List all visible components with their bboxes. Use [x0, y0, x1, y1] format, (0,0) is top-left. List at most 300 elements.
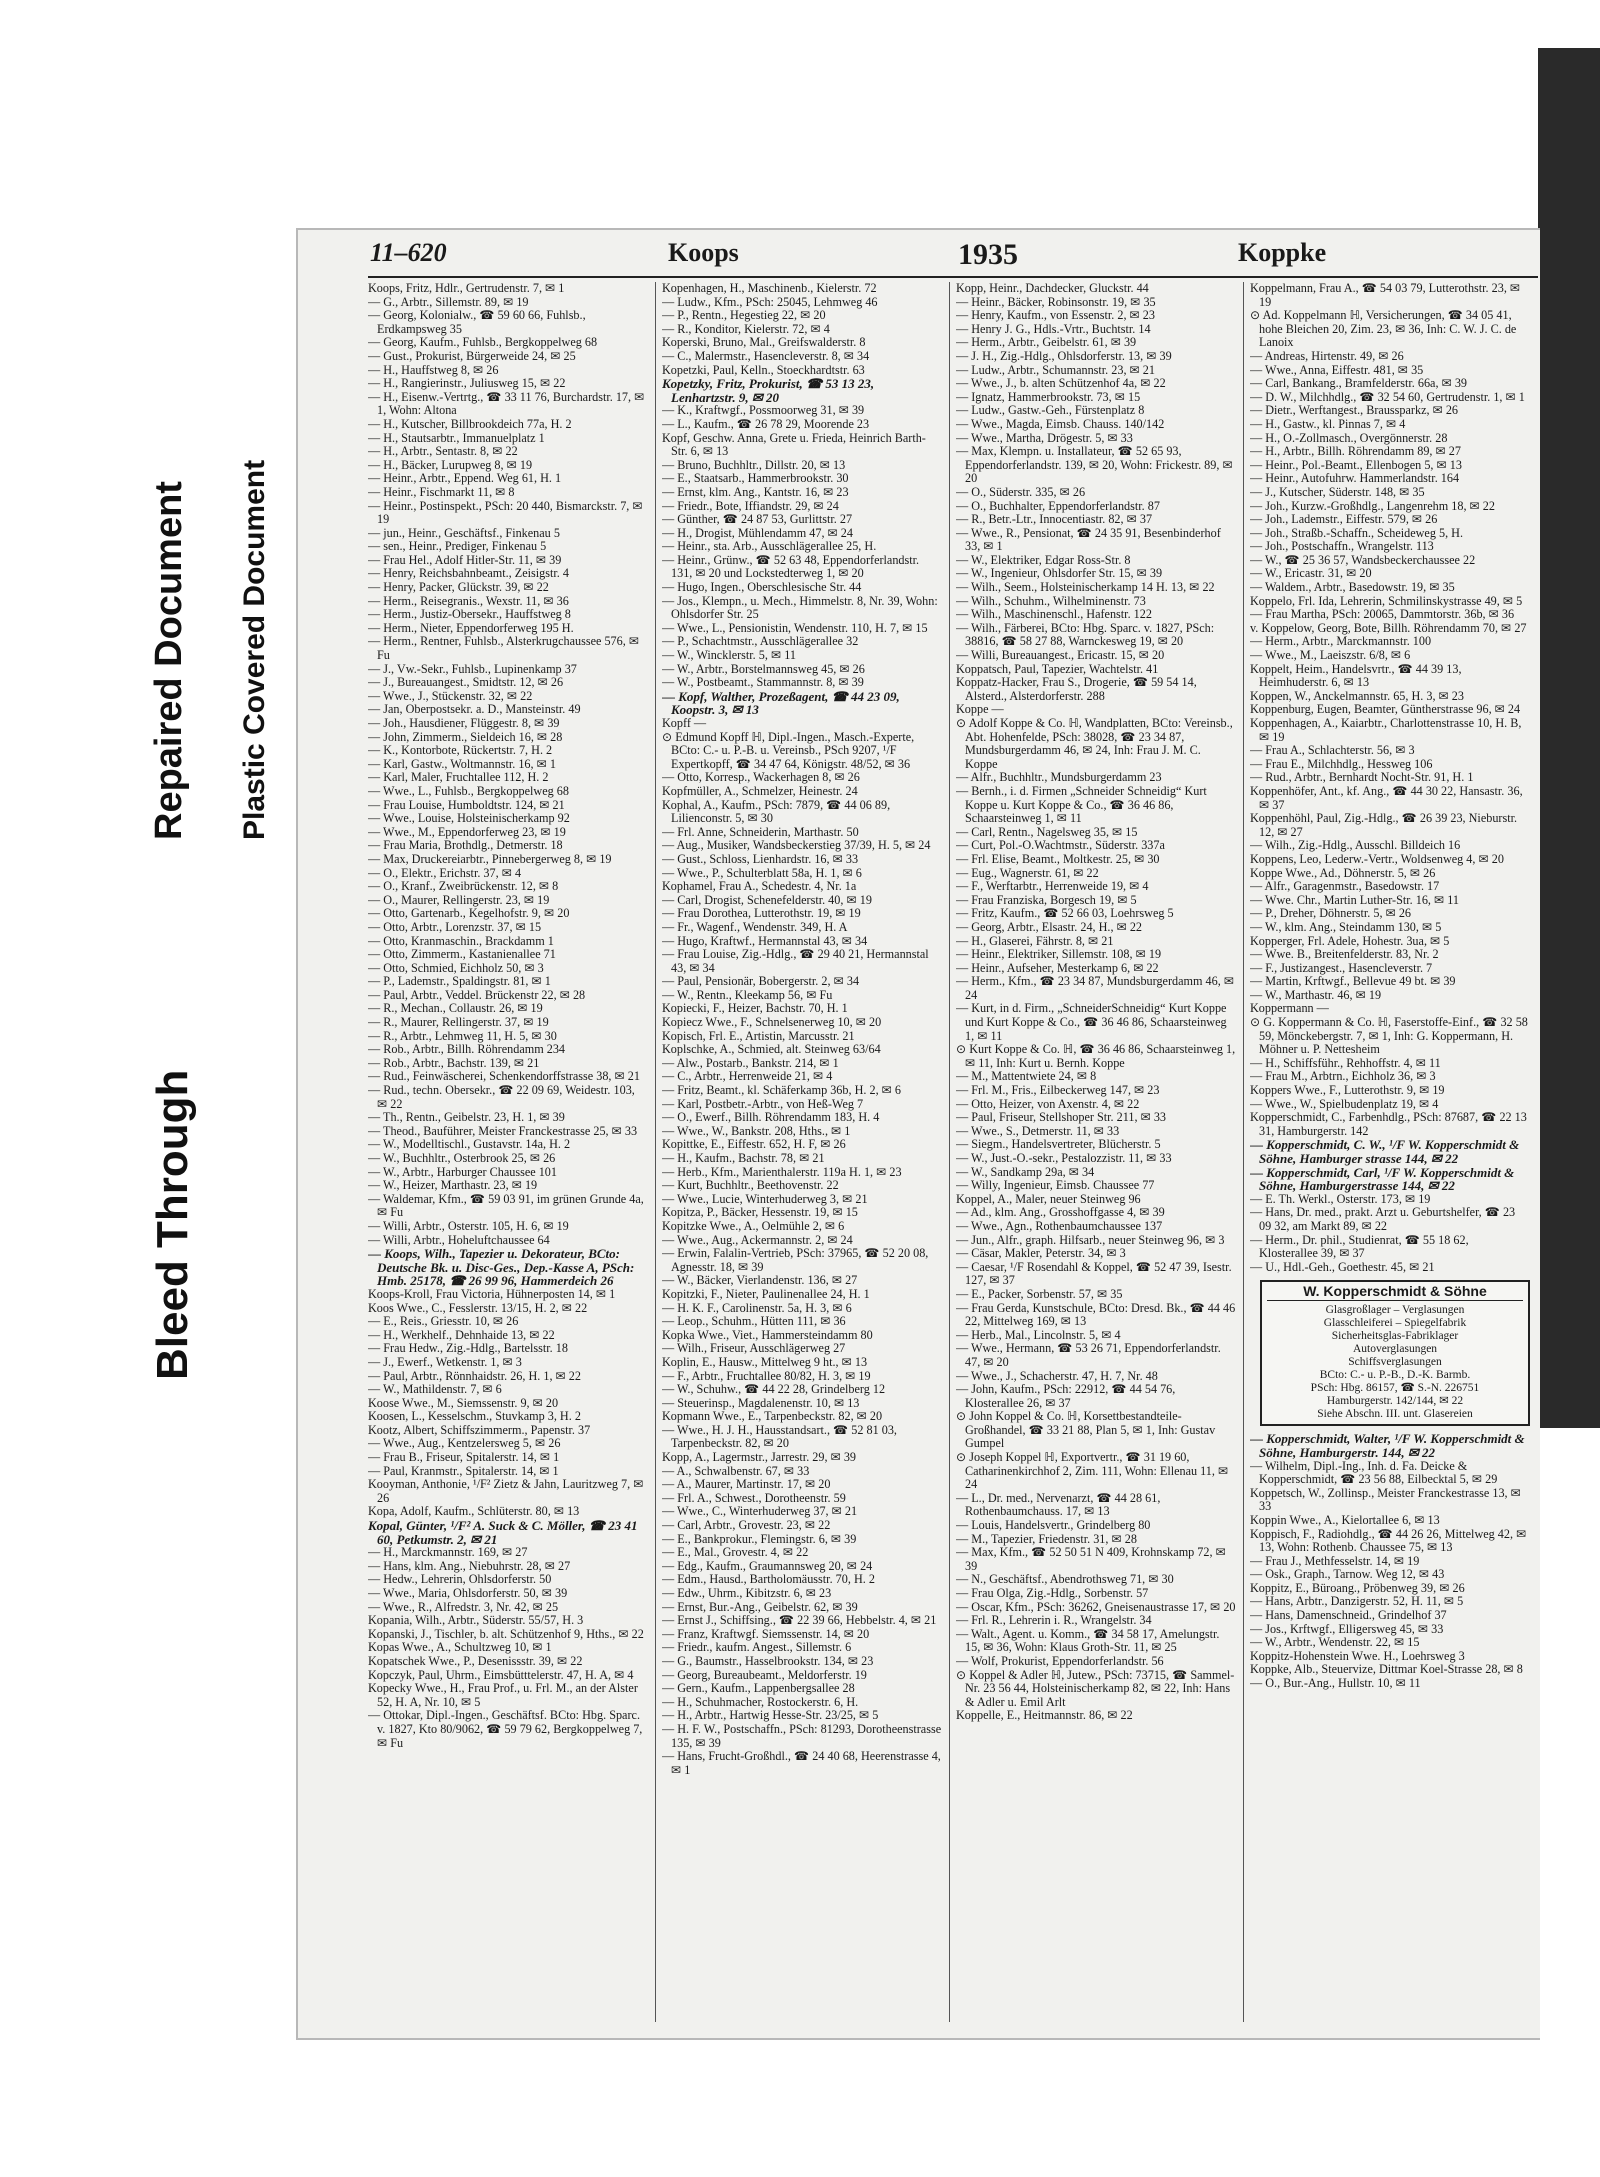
directory-entry: — Ludw., Arbtr., Schumannstr. 23, ✉ 21 — [956, 362, 1155, 377]
directory-entry: — E., Mal., Grovestr. 4, ✉ 22 — [662, 1545, 809, 1560]
directory-entry: Kootz, Albert, Schiffszimmerm., Papenstr. 37 — [368, 1422, 591, 1437]
directory-entry: — Bruno, Buchhltr., Dillstr. 20, ✉ 13 — [662, 457, 846, 472]
directory-entry: — Ignatz, Hammerbrookstr. 73, ✉ 15 — [956, 389, 1141, 404]
directory-entry: — Gust., Schloss, Lienhardstr. 16, ✉ 33 — [662, 851, 859, 866]
directory-entry: — Erwin, Falalin-Vertrieb, PSch: 37965, ☎ 52 20 08, Agnesstr. 18, ✉ 39 — [662, 1246, 929, 1274]
directory-entry: — Caesar, ¹/F Rosendahl & Koppel, ☎ 52 47 39, Isestr. 127, ✉ 37 — [956, 1259, 1232, 1288]
directory-entry: — H., Kutscher, Billbrookdeich 77a, H. 2 — [368, 416, 572, 431]
directory-entry: — G., Baumstr., Hasselbrookstr. 134, ✉ 23 — [662, 1653, 874, 1668]
directory-entry: — Wwe., R., Pensionat, ☎ 24 35 91, Besenbinderhof 33, ✉ 1 — [956, 525, 1221, 554]
directory-entry: Koops-Kroll, Frau Victoria, Hühnerposten 14, ✉ 1 — [368, 1286, 616, 1301]
directory-entry: — Heinr., Elektriker, Sillemstr. 108, ✉ 19 — [956, 947, 1162, 962]
directory-entry: Koppitz-Hohenstein Wwe. H., Loehrsweg 3 — [1250, 1648, 1465, 1663]
directory-entry: Koosen, L., Kesselschm., Stuvkamp 3, H. 2 — [368, 1409, 581, 1424]
directory-entry: Koppelt, Heim., Handelsvrtr., ☎ 44 39 13, Heimhuderstr. 6, ✉ 13 — [1250, 661, 1462, 690]
directory-entry: Koppenhagen, A., Kaiarbtr., Charlottenstrasse 10, H. B, ✉ 19 — [1250, 716, 1522, 744]
directory-entry: — Edw., Uhrm., Kibitzstr. 6, ✉ 23 — [662, 1586, 832, 1600]
directory-entry: Koppke, Alb., Steuervize, Dittmar Koel-Strasse 28, ✉ 8 — [1250, 1662, 1523, 1677]
directory-entry: — Kurt, Buchhltr., Beethovenstr. 22 — [662, 1178, 839, 1193]
directory-entry: — P., Dreher, Döhnerstr. 5, ✉ 26 — [1250, 906, 1412, 921]
directory-entry: — Wwe., H. J. H., Hausstandsart., ☎ 52 81 03, Tarpenbeckstr. 82, ✉ 20 — [662, 1422, 897, 1451]
directory-entry: — Heinr., Postinspekt., PSch: 20 440, Bismarckstr. 7, ✉ 19 — [368, 498, 643, 527]
ad-line: Autoverglasungen — [1352, 1343, 1438, 1356]
directory-entry: Kopa, Adolf, Kaufm., Schlüterstr. 80, ✉ 13 — [368, 1504, 580, 1519]
directory-entry: — Wwe., Aug., Ackermannstr. 2, ✉ 24 — [662, 1232, 853, 1247]
directory-entry: — H., Arbtr., Sentastr. 8, ✉ 22 — [368, 444, 518, 459]
directory-entry: — Jos., Klempn., u. Mech., Himmelstr. 8, Nr. 39, Wohn: Ohlsdorfer Str. 25 — [662, 593, 938, 622]
directory-entry: — W., Mathildenstr. 7, ✉ 6 — [368, 1382, 502, 1397]
directory-entry: — Herm., Arbtr., Marckmannstr. 100 — [1250, 634, 1432, 649]
directory-entry: — Henry, Reichsbahnbeamt., Zeisigstr. 4 — [368, 566, 569, 581]
directory-entry: — Ernst, klm. Ang., Kantstr. 16, ✉ 23 — [662, 484, 849, 499]
directory-entry: — Herm., Arbtr., Geibelstr. 61, ✉ 39 — [956, 335, 1137, 350]
directory-entry: — Hans, Arbtr., Danzigerstr. 52, H. 11, ✉ 5 — [1250, 1594, 1464, 1609]
directory-entry: Kooyman, Anthonie, ¹/F² Zietz & Jahn, Lauritzweg 7, ✉ 26 — [368, 1477, 644, 1505]
directory-entry: — W., Heizer, Marthastr. 23, ✉ 19 — [368, 1178, 538, 1193]
ad-line: Glasgroßlager – Verglasungen — [1325, 1304, 1465, 1317]
header-year: 1935 — [958, 238, 1018, 271]
directory-entry: — H., O.-Zollmasch., Overgönnerstr. 28 — [1250, 430, 1448, 445]
directory-entry: Kopecky Wwe., H., Frau Prof., u. Frl. M., an der Alster 52, H. A, Nr. 10, ✉ 5 — [368, 1681, 638, 1709]
directory-entry: — W., Arbtr., Wendenstr. 22, ✉ 15 — [1250, 1635, 1420, 1650]
directory-entry: v. Koppelow, Georg, Bote, Billh. Röhrendamm 70, ✉ 27 — [1250, 620, 1527, 635]
ad-line: Glasschleiferei – Spiegelfabrik — [1323, 1317, 1467, 1330]
directory-entry: Kopatschek Wwe., P., Desenissstr. 39, ✉ 22 — [368, 1653, 583, 1668]
directory-entry: — A., Maurer, Martinstr. 17, ✉ 20 — [662, 1477, 831, 1492]
directory-entry: — L., Kaufm., ☎ 26 78 29, Moorende 23 — [662, 416, 870, 431]
directory-entry: — R., Konditor, Kielerstr. 72, ✉ 4 — [662, 321, 830, 336]
directory-entry: — Frau B., Friseur, Spitalerstr. 14, ✉ 1 — [368, 1450, 560, 1465]
directory-entry: — H. K. F., Carolinenstr. 5a, H. 3, ✉ 6 — [662, 1300, 852, 1315]
directory-entry: — O., Ewerf., Billh. Röhrendamm 183, H. 4 — [662, 1110, 880, 1125]
directory-entry: — Alfr., Garagenmstr., Basedowstr. 17 — [1250, 879, 1440, 894]
directory-entry: Koppetsch, W., Zollinsp., Meister Franckestrasse 13, ✉ 33 — [1250, 1485, 1521, 1514]
directory-entry: — Kopperschmidt, Carl, ¹/F W. Kopperschmidt & Söhne, Hamburgerstrasse 144, ✉ 22 — [1250, 1164, 1515, 1194]
directory-entry: — W., Just.-O.-sekr., Pestalozzistr. 11, ✉ 33 — [956, 1151, 1172, 1165]
directory-entry: — Max, Klempn. u. Installateur, ☎ 52 65 93, Eppendorferlandstr. 139, ✉ 20, Wohn: Frickestr. 89, ✉ 20 — [956, 444, 1233, 486]
directory-entry: — F., Justizangest., Hasencleverstr. 7 — [1250, 960, 1433, 975]
directory-entry: — H., Marckmannstr. 169, ✉ 27 — [368, 1545, 528, 1560]
directory-entry: — Wwe., Martha, Drögestr. 5, ✉ 33 — [956, 430, 1133, 445]
column-4-entries-cont — [1250, 1432, 1530, 1690]
directory-entry: — J., Vw.-Sekr., Fuhlsb., Lupinenkamp 37 — [368, 661, 577, 676]
directory-entry: — Carl, Rentn., Nagelsweg 35, ✉ 15 — [956, 824, 1138, 839]
directory-entry: — Frau M., Arbtrn., Eichholz 36, ✉ 3 — [1250, 1069, 1436, 1084]
directory-entry: — Louis, Handelsvertr., Grindelberg 80 — [956, 1518, 1151, 1533]
directory-entry: — Wolf, Prokurist, Eppendorferlandstr. 56 — [956, 1653, 1164, 1668]
directory-entry: — H. F. W., Postschaffn., PSch: 81293, Dorotheenstrasse 135, ✉ 39 — [662, 1721, 942, 1750]
directory-entry: — W., Elektriker, Edgar Ross-Str. 8 — [956, 552, 1131, 567]
side-labels — [130, 370, 320, 1380]
directory-entry: — Rud., Arbtr., Bernhardt Nocht-Str. 91, H. 1 — [1250, 770, 1474, 785]
directory-entry: Koppatz-Hacker, Frau S., Drogerie, ☎ 59 54 14, Alsterd., Alsterdorferstr. 288 — [956, 675, 1197, 703]
directory-entry: Koops, Fritz, Hdlr., Gertrudenstr. 7, ✉ 1 — [368, 282, 565, 295]
directory-entry: — Friedr., kaufm. Angest., Sillemstr. 6 — [662, 1640, 852, 1655]
directory-entry: — Edm., Hausd., Bartholomäusstr. 70, H. 2 — [662, 1572, 875, 1587]
directory-entry: — Wwe., Magda, Eimsb. Chauss. 140/142 — [956, 416, 1165, 431]
directory-entry: — Wilh., Zig.-Hdlg., Ausschl. Billdeich 16 — [1250, 838, 1461, 853]
directory-entry: — R., Betr.-Ltr., Innocentiastr. 82, ✉ 37 — [956, 512, 1153, 527]
directory-entry: Kopitzki, F., Nieter, Paulinenallee 24, H. 1 — [662, 1286, 870, 1301]
directory-entry: — Otto, Arbtr., Lorenzstr. 37, ✉ 15 — [368, 919, 542, 934]
directory-entry: Kopal, Günter, ¹/F² A. Suck & C. Möller, ☎ 23 41 60, Petkumstr. 2, ✉ 21 — [368, 1518, 638, 1547]
directory-entry: — sen., Heinr., Prediger, Finkenau 5 — [368, 539, 547, 554]
directory-entry: Kopiecki, F., Heizer, Bachstr. 70, H. 1 — [662, 1001, 848, 1016]
directory-entry: — Herm., Reisegranis., Wexstr. 11, ✉ 36 — [368, 593, 569, 608]
directory-entry: — Ottokar, Dipl.-Ingen., Geschäftsf. BCto: Hbg. Sparc. v. 1827, Kto 80/9062, ☎ 59 79 62, Bergkoppelweg 7, ✉ Fu — [368, 1708, 643, 1750]
directory-entry: — Günther, ☎ 24 87 53, Gurlittstr. 27 — [662, 512, 853, 527]
directory-entry: Koppenhöhl, Paul, Zig.-Hdlg., ☎ 26 39 23, Nieburstr. 12, ✉ 27 — [1250, 811, 1518, 839]
directory-entry: — Wwe., M., Laeiszstr. 6/8, ✉ 6 — [1250, 648, 1411, 663]
column-divider — [949, 282, 950, 2022]
directory-entry: — Wwe., M., Eppendorferweg 23, ✉ 19 — [368, 824, 566, 839]
directory-entry: — Wilhelm, Dipl.-Ing., Inh. d. Fa. Deicke & Kopperschmidt, ☎ 23 56 88, Eilbecktal 5, ✉ 29 — [1250, 1458, 1498, 1487]
directory-entry: Kopetzki, Paul, Kelln., Stoeckhardtstr. 63 — [662, 362, 865, 377]
directory-entry: — Fr., Wagenf., Wendenstr. 349, H. A — [662, 919, 848, 934]
column-4 — [1250, 282, 1530, 2022]
directory-entry: Koppe Wwe., Ad., Döhnerstr. 5, ✉ 26 — [1250, 865, 1436, 880]
directory-entry: — O., Elektr., Erichstr. 37, ✉ 4 — [368, 865, 522, 880]
directory-entry: — D. W., Milchhdlg., ☎ 32 54 60, Gertrudenstr. 1, ✉ 1 — [1250, 389, 1525, 404]
directory-entry: — Henry, Packer, Glückstr. 39, ✉ 22 — [368, 580, 549, 595]
directory-entry: — Wwe., Hermann, ☎ 53 26 71, Eppendorferlandstr. 47, ✉ 20 — [956, 1341, 1221, 1369]
directory-entry: — Wwe., Louise, Holsteinischerkamp 92 — [368, 811, 570, 826]
directory-entry: — J., Ewerf., Wetkenstr. 1, ✉ 3 — [368, 1354, 522, 1369]
directory-entry: — Karl, Maler, Fruchtallee 112, H. 2 — [368, 770, 549, 785]
directory-entry: — Edg., Kaufm., Graumannsweg 20, ✉ 24 — [662, 1558, 873, 1573]
directory-entry: ⊙ Ad. Koppelmann ℍ, Versicherungen, ☎ 34 05 41, hohe Bleichen 20, Zim. 23, ✉ 36, Inh: C. W. J. C. de Lanoix — [1250, 308, 1517, 350]
directory-entry: — Heinr., Autofuhrw. Hammerlandstr. 164 — [1250, 471, 1460, 486]
directory-entry: — O., Süderstr. 335, ✉ 26 — [956, 484, 1086, 499]
directory-entry: Kopisch, Frl. E., Artistin, Marcusstr. 21 — [662, 1028, 855, 1043]
directory-entry: — John, Zimmerm., Sieldeich 16, ✉ 28 — [368, 729, 563, 744]
directory-entry: — Otto, Heizer, von Axenstr. 4, ✉ 22 — [956, 1096, 1140, 1111]
directory-entry: Koppitz, E., Büroang., Pröbenweg 39, ✉ 26 — [1250, 1580, 1465, 1595]
directory-entry: — W., Sandkamp 29a, ✉ 34 — [956, 1164, 1095, 1179]
directory-entry: Kopka Wwe., Viet., Hammersteindamm 80 — [662, 1327, 873, 1342]
directory-entry: Koppelle, E., Heitmannstr. 86, ✉ 22 — [956, 1708, 1133, 1723]
directory-entry: — Otto, Zimmerm., Kastanienallee 71 — [368, 947, 556, 962]
directory-entry: — Ludw., Gastw.-Geh., Fürstenplatz 8 — [956, 403, 1145, 418]
directory-entry: — Rud., Feinwäscherei, Schenkendorffstrasse 38, ✉ 21 — [368, 1069, 640, 1084]
directory-entry: Koppin Wwe., A., Kielortallee 6, ✉ 13 — [1250, 1512, 1440, 1527]
ad-line: Schiffsverglasungen — [1348, 1356, 1442, 1369]
directory-entry: — Wwe., R., Alfredstr. 3, Nr. 42, ✉ 25 — [368, 1599, 559, 1614]
directory-entry: Koos Wwe., C., Fesslerstr. 13/15, H. 2, ✉ 22 — [368, 1300, 588, 1315]
label-plastic-covered: Plastic Covered Document — [238, 459, 271, 840]
directory-entry: — John, Kaufm., PSch: 22912, ☎ 44 54 76, Klosterallee 26, ✉ 37 — [956, 1382, 1176, 1410]
column-divider — [1243, 282, 1244, 2022]
directory-entry: ⊙ Joseph Koppel ℍ, Exportvertr., ☎ 31 19 60, Catharinenkirchhof 2, Zim. 111, Wohn: Ellenau 11, ✉ 24 — [956, 1450, 1229, 1492]
directory-entry: — Wwe. B., Breitenfelderstr. 83, Nr. 2 — [1250, 947, 1439, 962]
directory-entry: — N., Geschäftsf., Abendrothsweg 71, ✉ 30 — [956, 1572, 1174, 1587]
directory-entry: — Heinr., sta. Arb., Ausschlägerallee 25, H. — [662, 539, 877, 554]
directory-entry: — Joh., Straßb.-Schaffn., Scheideweg 5, H. — [1250, 525, 1464, 540]
directory-entry: Koppatsch, Paul, Tapezier, Wachtelstr. 41 — [956, 661, 1159, 676]
directory-entry: — W., Modelltischl., Gustavstr. 14a, H. 2 — [368, 1137, 571, 1152]
directory-entry: — Wwe., C., Winterhuderweg 37, ✉ 21 — [662, 1504, 858, 1519]
directory-entry: Kophal, A., Kaufm., PSch: 7879, ☎ 44 06 89, Lilienconstr. 5, ✉ 30 — [662, 797, 891, 826]
directory-entry: Koppe — — [956, 702, 1004, 717]
directory-entry: — W., Rentn., Kleekamp 56, ✉ Fu — [662, 987, 833, 1002]
directory-entry: — G., Arbtr., Sillemstr. 89, ✉ 19 — [368, 294, 529, 309]
directory-entry: — Gust., Prokurist, Bürgerweide 24, ✉ 25 — [368, 348, 576, 363]
directory-entry: — Frau Gerda, Kunstschule, BCto: Dresd. Bk., ☎ 44 46 22, Mittelweg 169, ✉ 13 — [956, 1300, 1236, 1329]
directory-entry: — Waldemar, Kfm., ☎ 59 03 91, im grünen Grunde 4a, ✉ Fu — [368, 1191, 644, 1220]
directory-entry: — Otto, Kranmaschin., Brackdamm 1 — [368, 933, 554, 948]
directory-entry: — U., Hdl.-Geh., Goethestr. 45, ✉ 21 — [1250, 1259, 1435, 1274]
directory-entry: — Georg, Arbtr., Elsastr. 24, H., ✉ 22 — [956, 919, 1143, 934]
directory-entry: Kopitza, P., Bäcker, Hessenstr. 19, ✉ 15 — [662, 1205, 858, 1220]
directory-entry: — Martin, Krftwgf., Bellevue 49 bt. ✉ 39 — [1250, 974, 1456, 989]
directory-entry: — Franz, Kraftwgf. Siemssenstr. 14, ✉ 20 — [662, 1626, 870, 1641]
directory-entry: — Wilh., Seem., Holsteinischerkamp 14 H. 13, ✉ 22 — [956, 580, 1215, 595]
directory-entry: — W., Schuhw., ☎ 44 22 28, Grindelberg 12 — [662, 1382, 886, 1397]
directory-entry: Koplin, E., Hausw., Mittelweg 9 ht., ✉ 13 — [662, 1354, 868, 1369]
directory-entry: — Joh., Lademstr., Eiffestr. 579, ✉ 26 — [1250, 512, 1438, 527]
directory-entry: — H., Glaserei, Fährstr. 8, ✉ 21 — [956, 933, 1114, 948]
directory-entry: — Ad., klm. Ang., Grosshoffgasse 4, ✉ 39 — [956, 1205, 1165, 1220]
directory-entry: — Hans, Damenschneid., Grindelhof 37 — [1250, 1608, 1447, 1623]
directory-entry: — Kopf, Walther, Prozeßagent, ☎ 44 23 09, Koopstr. 3, ✉ 13 — [662, 688, 900, 718]
directory-entry: — Friedr., Bote, Iffiandstr. 29, ✉ 24 — [662, 498, 839, 513]
directory-entry: Koppens, Leo, Lederw.-Vertr., Woldsenweg 4, ✉ 20 — [1250, 851, 1504, 866]
directory-entry: — J., Bureauangest., Smidtstr. 12, ✉ 26 — [368, 675, 564, 690]
directory-entry: — Wwe., P., Schulterblatt 58a, H. 1, ✉ 6 — [662, 865, 862, 880]
directory-entry: — Joh., Kurzw.-Großhdlg., Langenrehm 18, ✉ 22 — [1250, 498, 1495, 513]
directory-entry: — Theod., Bauführer, Meister Franckestrasse 25, ✉ 33 — [368, 1123, 638, 1138]
directory-entry: — P., Lademstr., Spaldingstr. 81, ✉ 1 — [368, 974, 551, 989]
directory-entry: — Wwe., L., Pensionistin, Wendenstr. 110, H. 7, ✉ 15 — [662, 620, 928, 635]
directory-entry: — Paul, Friseur, Stellshoper Str. 211, ✉ 33 — [956, 1110, 1167, 1125]
directory-entry: — Wilh., Maschinenschl., Hafenstr. 122 — [956, 607, 1152, 622]
scanner-edge-strip — [1538, 48, 1600, 1428]
directory-entry: Kopenhagen, H., Maschinenb., Kielerstr. 72 — [662, 282, 877, 295]
directory-entry: Kopitzke Wwe., A., Oelmühle 2, ✉ 6 — [662, 1218, 845, 1233]
directory-entry: — Herm., Nieter, Eppendorferweg 195 H. — [368, 620, 574, 635]
directory-entry: Koose Wwe., M., Siemssenstr. 9, ✉ 20 — [368, 1395, 559, 1410]
directory-entry: — L., Dr. med., Nervenarzt, ☎ 44 28 61, Rothenbaumchauss. 17, ✉ 13 — [956, 1490, 1161, 1519]
directory-entry: — Bernh., i. d. Firmen „Schneider Schneidig“ Kurt Koppe u. Kurt Koppe & Co., ☎ 36 46 86, Schaarsteinweg 1, ✉ 11 — [956, 783, 1207, 826]
directory-entry: — Herb., Mal., Lincolnstr. 5, ✉ 4 — [956, 1327, 1121, 1342]
directory-entry: — Willi, Bureauangest., Ericastr. 15, ✉ 20 — [956, 648, 1165, 663]
directory-entry: — Herb., Kfm., Marienthalerstr. 119a H. 1, ✉ 23 — [662, 1164, 902, 1179]
directory-entry: ⊙ Edmund Kopff ℍ, Dipl.-Ingen., Masch.-Experte, BCto: C.- u. P.-B. u. Vereinsb., PSch 9207, ¹/F Expertkopff, ☎ 34 47 64, Königstr. 48/52, ✉ 36 — [662, 729, 915, 771]
directory-entry: — E. Th. Werkl., Osterstr. 173, ✉ 19 — [1250, 1191, 1431, 1206]
directory-entry: — Gern., Kaufm., Lappenbergsallee 28 — [662, 1681, 855, 1696]
directory-entry: — Willy, Ingenieur, Eimsb. Chaussee 77 — [956, 1178, 1155, 1193]
directory-entry: — Paul, Kranmstr., Spitalerstr. 14, ✉ 1 — [368, 1463, 559, 1478]
directory-entry: — Wilh., Friseur, Ausschlägerweg 27 — [662, 1341, 846, 1356]
directory-entry: — E., Reis., Griesstr. 10, ✉ 26 — [368, 1314, 519, 1329]
directory-entry: — F., Werftarbtr., Herrenweide 19, ✉ 4 — [956, 879, 1149, 894]
directory-entry: Kopania, Wilh., Arbtr., Süderstr. 55/57, H. 3 — [368, 1613, 584, 1628]
directory-entry: — Ernst J., Schiffsing., ☎ 22 39 66, Hebbelstr. 4, ✉ 21 — [662, 1613, 937, 1628]
directory-entry: — Jan, Oberpostsekr. a. D., Mansteinstr. 49 — [368, 702, 581, 717]
directory-entry: — P., Schachtmstr., Ausschlägerallee 32 — [662, 634, 859, 649]
directory-entry: — Paul, Pensionär, Bobergerstr. 2, ✉ 34 — [662, 974, 860, 989]
directory-entry: — O., Buchhalter, Eppendorferlandstr. 87 — [956, 498, 1160, 513]
directory-entry: — Wwe., W., Spielbudenplatz 19, ✉ 4 — [1250, 1096, 1439, 1111]
ad-lines — [1267, 1304, 1523, 1421]
directory-entry: — W., Ingenieur, Ohlsdorfer Str. 15, ✉ 39 — [956, 566, 1163, 581]
directory-entry: — W., Bäcker, Vierlandenstr. 136, ✉ 27 — [662, 1273, 858, 1288]
ad-line: Siehe Abschn. III. unt. Glasereien — [1317, 1408, 1473, 1421]
directory-entry: — Siegm., Handelsvertreter, Blücherstr. 5 — [956, 1137, 1161, 1152]
directory-entry: — W., klm. Ang., Steindamm 130, ✉ 5 — [1250, 919, 1442, 934]
directory-entry: Kopanski, J., Tischler, b. alt. Schützenhof 9, Hths., ✉ 22 — [368, 1626, 644, 1641]
directory-entry: — Kopperschmidt, C. W., ¹/F W. Kopperschmidt & Söhne, Hamburger strasse 144, ✉ 22 — [1250, 1137, 1520, 1166]
ad-line: Hamburgerstr. 142/144, ✉ 22 — [1326, 1395, 1464, 1408]
directory-entry: — Kurt, in d. Firm., „SchneiderSchneidig“ Kurt Koppe und Kurt Koppe & Co., ☎ 36 46 86, Schaarsteinweg 1, ✉ 11 — [956, 1001, 1227, 1043]
directory-entry: — H., Schiffsführ., Rehhoffstr. 4, ✉ 11 — [1250, 1055, 1441, 1070]
directory-entry: — A., Schwalbenstr. 67, ✉ 33 — [662, 1463, 810, 1478]
directory-entry: — R., Arbtr., Lehmweg 11, H. 5, ✉ 30 — [368, 1028, 557, 1043]
directory-entry: — H., Eisenw.-Vertrtg., ☎ 33 11 76, Burchardstr. 17, ✉ 1, Wohn: Altona — [368, 389, 645, 418]
directory-entry: — Wwe., L., Fuhlsb., Bergkoppelweg 68 — [368, 783, 569, 798]
directory-entry: Koppenburg, Eugen, Beamter, Güntherstrasse 96, ✉ 24 — [1250, 702, 1521, 717]
directory-entry: — Hedw., Lehrerin, Ohlsdorferstr. 50 — [368, 1572, 552, 1587]
directory-entry: — Frau Louise, Zig.-Hdlg., ☎ 29 40 21, Hermannstal 43, ✉ 34 — [662, 947, 929, 975]
directory-entry: — H., Bäcker, Lurupweg 8, ✉ 19 — [368, 457, 533, 472]
directory-entry: — Ludw., Kfm., PSch: 25045, Lehmweg 46 — [662, 294, 878, 309]
directory-entry: — Georg, Kolonialw., ☎ 59 60 66, Fuhlsb., Erdkampsweg 35 — [368, 308, 586, 336]
directory-entry: — E., Staatsarb., Hammerbrookstr. 30 — [662, 471, 849, 486]
directory-entry: — Frau Martha, PSch: 20065, Dammtorstr. 36b, ✉ 36 — [1250, 607, 1515, 622]
directory-entry: — Heinr., Grünw., ☎ 52 63 48, Eppendorferlandstr. 131, ✉ 20 und Lockstedterweg 1, ✉ 20 — [662, 552, 920, 581]
directory-entry: — H., Arbtr., Hartwig Hesse-Str. 23/25, ✉ 5 — [662, 1708, 879, 1723]
directory-entry: — Otto, Gartenarb., Kegelhofstr. 9, ✉ 20 — [368, 906, 570, 921]
directory-entry: — F., Arbtr., Fruchtallee 80/82, H. 3, ✉ 19 — [662, 1368, 871, 1383]
directory-entry: Koppelo, Frl. Ida, Lehrerin, Schmilinskystrasse 49, ✉ 5 — [1250, 593, 1523, 608]
directory-entry: — Heinr., Fischmarkt 11, ✉ 8 — [368, 484, 515, 499]
directory-entry: Koppenhöfer, Ant., kf. Ang., ☎ 44 30 22, Hansastr. 36, ✉ 37 — [1250, 783, 1523, 812]
directory-entry: — H., Kaufm., Bachstr. 78, ✉ 21 — [662, 1151, 825, 1165]
directory-entry: Kopfmüller, A., Schmelzer, Heinestr. 24 — [662, 783, 858, 798]
directory-entry: — Ernst, Bur.-Ang., Geibelstr. 62, ✉ 39 — [662, 1599, 858, 1614]
directory-entry: — Herm., Justiz-Obersekr., Hauffstweg 8 — [368, 607, 571, 622]
directory-entry: — W., Marthastr. 46, ✉ 19 — [1250, 987, 1382, 1002]
directory-entry: — Rob., Arbtr., Bachstr. 139, ✉ 21 — [368, 1055, 540, 1070]
directory-entry: ⊙ John Koppel & Co. ℍ, Korsettbestandteile-Großhandel, ☎ 33 21 88, Plan 5, ✉ 1, Inh: Gustav Gumpel — [956, 1409, 1216, 1451]
directory-entry: — Frau E., Milchhdlg., Hessweg 106 — [1250, 756, 1433, 771]
directory-entry: — Frau Hedw., Zig.-Hdlg., Bartelsstr. 18 — [368, 1341, 568, 1356]
directory-entry: — W., Arbtr., Borstelmannsweg 45, ✉ 26 — [662, 661, 865, 676]
directory-entry: — jun., Heinr., Geschäftsf., Finkenau 5 — [368, 525, 560, 540]
ad-line: PSch: Hbg. 86157, ☎ S.-N. 226751 — [1310, 1382, 1480, 1395]
directory-entry: — H., Hauffstweg 8, ✉ 26 — [368, 362, 499, 377]
directory-entry: ⊙ G. Koppermann & Co. ℍ, Faserstoffe-Einf., ☎ 32 58 59, Mönckebergstr. 7, ✉ 1, Inh: G. Koppermann, H. Möhner u. P. Nettesheim — [1250, 1015, 1528, 1057]
directory-entry: Koppisch, F., Radiohdlg., ☎ 44 26 26, Mittelweg 42, ✉ 13, Wohn: Rothenb. Chaussee 75, ✉ 13 — [1250, 1526, 1527, 1555]
column-2 — [662, 282, 942, 2022]
directory-entry: — Joh., Hausdiener, Flüggestr. 8, ✉ 39 — [368, 716, 560, 730]
directory-entry: Koppel, A., Maler, neuer Steinweg 96 — [956, 1191, 1141, 1206]
directory-entry: — Koops, Wilh., Tapezier u. Dekorateur, BCto: Deutsche Bk. u. Disc-Ges., Dep.-Kasse A, PSch: Hmb. 25178, ☎ 26 99 96, Hammerdeich 26 — [368, 1246, 635, 1289]
directory-entry: — Wilh., Färberei, BCto: Hbg. Sparc. v. 1827, PSch: 38816, ☎ 58 27 88, Warnckesweg 19, ✉ 20 — [956, 620, 1215, 649]
directory-entry: — Willi, Arbtr., Hoheluftchaussee 64 — [368, 1232, 550, 1247]
directory-entry: — Kopperschmidt, Walter, ¹/F W. Kopperschmidt & Söhne, Hamburgerstr. 144, ✉ 22 — [1250, 1431, 1525, 1460]
directory-entry: — Cäsar, Makler, Peterstr. 34, ✉ 3 — [956, 1246, 1126, 1261]
directory-entry: — Wwe., Agn., Rothenbaumchaussee 137 — [956, 1218, 1163, 1233]
directory-entry: — K., Kraftwgf., Possmoorweg 31, ✉ 39 — [662, 403, 865, 418]
directory-entry: ⊙ Adolf Koppe & Co. ℍ, Wandplatten, BCto: Vereinsb., Abt. Hohenfelde, PSch: 38028, ☎ 23 34 87, Mundsburgerdamm 46, ✉ 24, Inh: Frau J. M. C. Koppe — [956, 716, 1233, 771]
directory-entry: — K., Kontorbote, Rückertstr. 7, H. 2 — [368, 743, 553, 758]
directory-entry: Kopiecz Wwe., F., Schnelsenerweg 10, ✉ 20 — [662, 1015, 882, 1030]
directory-entry: — Frl. R., Lehrerin i. R., Wrangelstr. 34 — [956, 1613, 1152, 1628]
directory-entry: — W., Postbeamt., Stammannstr. 8, ✉ 39 — [662, 675, 864, 690]
directory-entry: Kopetzky, Fritz, Prokurist, ☎ 53 13 23, Lenhartzstr. 9, ✉ 20 — [662, 376, 875, 405]
directory-page — [296, 228, 1540, 2040]
directory-entry: — Wwe., J., Stückenstr. 32, ✉ 22 — [368, 688, 533, 703]
directory-entry: — Osk., Graph., Tarnow. Weg 12, ✉ 43 — [1250, 1567, 1445, 1582]
directory-entry: — O., Maurer, Rellingerstr. 23, ✉ 19 — [368, 892, 550, 907]
directory-entry: — C., Arbtr., Herrenweide 21, ✉ 4 — [662, 1069, 833, 1084]
directory-entry: — Wwe., Anna, Eiffestr. 481, ✉ 35 — [1250, 362, 1424, 377]
directory-entry: — Alfr., Buchhltr., Mundsburgerdamm 23 — [956, 770, 1162, 785]
directory-entry: — Wwe., Maria, Ohlsdorferstr. 50, ✉ 39 — [368, 1586, 568, 1600]
directory-entry: — Wwe., Aug., Kentzelersweg 5, ✉ 26 — [368, 1436, 561, 1451]
directory-entry: — W., Ericastr. 31, ✉ 20 — [1250, 566, 1372, 581]
directory-entry: — Frau Louise, Humboldtstr. 124, ✉ 21 — [368, 797, 565, 812]
directory-entry: — Dietr., Werftangest., Braussparkz, ✉ 26 — [1250, 403, 1459, 418]
directory-entry: — H., Drogist, Mühlendamm 47, ✉ 24 — [662, 525, 853, 540]
directory-entry: Koppers Wwe., F., Lutterothstr. 9, ✉ 19 — [1250, 1083, 1445, 1098]
directory-entry: — H., Stautsarbtr., Immanuelplatz 1 — [368, 430, 545, 445]
directory-entry: — Herm., Kfm., ☎ 23 34 87, Mundsburgerdamm 46, ✉ 24 — [956, 974, 1235, 1002]
directory-entry: — Carl, Bankang., Bramfelderstr. 66a, ✉ 39 — [1250, 376, 1468, 391]
directory-entry: Kopmann Wwe., E., Tarpenbeckstr. 82, ✉ 20 — [662, 1409, 883, 1424]
column-4-entries — [1250, 282, 1530, 1274]
advertisement-box — [1260, 1280, 1530, 1426]
directory-entry: — Heinr., Pol.-Beamt., Ellenbogen 5, ✉ 13 — [1250, 457, 1462, 472]
directory-entry: — Otto, Korresp., Wackerhagen 8, ✉ 26 — [662, 770, 860, 785]
directory-entry: Koppen, W., Anckelmannstr. 65, H. 3, ✉ 23 — [1250, 688, 1464, 703]
directory-entry: — M., Mattentwiete 24, ✉ 8 — [956, 1069, 1097, 1084]
header-first-word: Koops — [668, 238, 739, 267]
directory-entry: — Hans, klm. Ang., Niebuhrstr. 28, ✉ 27 — [368, 1558, 571, 1573]
ad-title: W. Kopperschmidt & Söhne — [1267, 1285, 1523, 1301]
directory-entry: — Jos., Krftwgf., Elligersweg 45, ✉ 33 — [1250, 1621, 1444, 1636]
directory-entry: — Andreas, Hirtenstr. 49, ✉ 26 — [1250, 348, 1404, 363]
directory-entry: — Aug., Musiker, Wandsbeckerstieg 37/39, H. 5, ✉ 24 — [662, 838, 931, 853]
directory-entry: — O., Kranf., Zweibrückenstr. 12, ✉ 8 — [368, 879, 559, 894]
directory-entry: — Herm., Rentner, Fuhlsb., Alsterkrugchaussee 576, ✉ Fu — [368, 634, 640, 663]
directory-entry: — W., Wincklerstr. 5, ✉ 11 — [662, 648, 796, 663]
directory-entry: — Frl. Elise, Beamt., Moltkestr. 25, ✉ 30 — [956, 851, 1160, 866]
directory-entry: — Max, Kfm., ☎ 52 50 51 N 409, Krohnskamp 72, ✉ 39 — [956, 1545, 1226, 1573]
directory-entry: — Max, Druckereiarbtr., Pinnebergerweg 8, ✉ 19 — [368, 851, 612, 866]
directory-entry: — Hans, Dr. med., prakt. Arzt u. Geburtshelfer, ☎ 23 09 32, am Markt 89, ✉ 22 — [1250, 1205, 1516, 1233]
directory-entry: — Wwe. Chr., Martin Luther-Str. 16, ✉ 11 — [1250, 892, 1460, 907]
directory-entry: — W., ☎ 25 36 57, Wandsbeckerchaussee 22 — [1250, 552, 1476, 567]
directory-entry: — Leop., Schuhm., Hütten 111, ✉ 36 — [662, 1314, 846, 1329]
directory-entry: — J., Kutscher, Süderstr. 148, ✉ 35 — [1250, 484, 1425, 499]
directory-entry: — R., Mechan., Collaustr. 26, ✉ 19 — [368, 1001, 543, 1016]
directory-entry: — Wilh., Schuhm., Wilhelminenstr. 73 — [956, 593, 1146, 608]
directory-entry: — Heinr., Aufseher, Mesterkamp 6, ✉ 22 — [956, 960, 1159, 975]
directory-entry: — H., Rangierinstr., Juliusweg 15, ✉ 22 — [368, 376, 566, 391]
directory-entry: — Hans, Frucht-Großhdl., ☎ 24 40 68, Heerenstrasse 4, ✉ 1 — [662, 1749, 941, 1777]
directory-entry: — Curt, Pol.-O.Wachtmstr., Süderstr. 337a — [956, 838, 1165, 853]
directory-entry: Kopff — — [662, 716, 707, 730]
ad-line: BCto: C.- u. P.-B., D.-K. Barmb. — [1319, 1369, 1471, 1382]
column-3 — [956, 282, 1236, 2022]
column-divider — [655, 282, 656, 2022]
directory-entry: — Alw., Postarb., Bankstr. 214, ✉ 1 — [662, 1055, 839, 1070]
directory-entry: — Fritz, Beamt., kl. Schäferkamp 36b, H. 2, ✉ 6 — [662, 1083, 902, 1098]
directory-entry: — Georg, Bureaubeamt., Meldorferstr. 19 — [662, 1667, 867, 1682]
directory-entry: — Frau Dorothea, Lutterothstr. 19, ✉ 19 — [662, 906, 861, 921]
